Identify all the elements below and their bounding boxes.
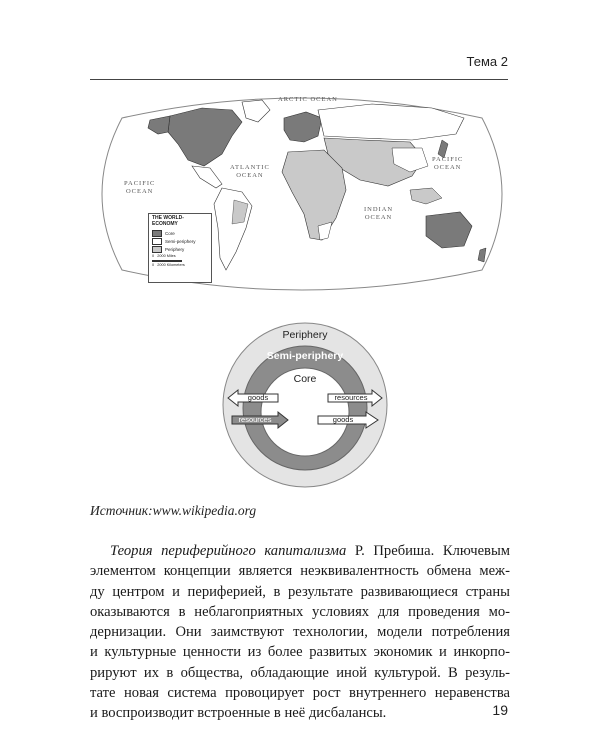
body-line-5: дернизации. Они заимствуют технологии, модели потребления: [90, 624, 510, 641]
body-paragraph: [90, 541, 510, 724]
label-goods-right: goods: [332, 415, 354, 424]
body-line-1-rest: Р. Пребиша. Ключевым: [346, 543, 510, 559]
legend-swatch-semi: [152, 238, 162, 245]
scale-zero-km: 0: [152, 262, 155, 267]
body-line-6: и культурные ценности из более развитых экономик и инкорпо-: [90, 644, 510, 661]
body-line-7: рируют их в общества, обладающие иной культурой. В резуль-: [90, 664, 510, 681]
ocean-label-indian: INDIAN OCEAN: [364, 206, 394, 221]
body-line-8: тате новая система провоцирует рост внутреннего неравенства: [90, 685, 510, 702]
page-number: 19: [492, 702, 508, 718]
ocean-label-pacific-east: PACIFIC OCEAN: [432, 156, 464, 171]
legend-label-core: Core: [165, 230, 175, 236]
label-resources-right: resources: [334, 393, 368, 402]
scale-bar: [152, 260, 182, 262]
core-periphery-diagram: [200, 320, 410, 490]
ocean-label-atlantic: ATLANTIC OCEAN: [230, 164, 270, 179]
legend-item-core: [152, 229, 208, 237]
legend-title: THE WORLD-ECONOMY: [152, 215, 184, 227]
label-resources-left: resources: [238, 415, 272, 424]
legend-item-semi: [152, 237, 208, 245]
body-line-3: ду центром и периферией, в результате развивающиеся страны: [90, 583, 510, 600]
legend-swatch-core: [152, 230, 162, 237]
scale-miles: 2000 Miles: [157, 254, 176, 258]
legend-item-periphery: [152, 245, 208, 253]
figure-caption: Источник:www.wikipedia.org: [90, 503, 257, 518]
body-line-9: и воспроизводит встроенные в неё дисбалансы.: [90, 705, 387, 722]
label-core: Core: [293, 373, 317, 385]
scale-km: 2000 Kilometers: [157, 262, 185, 267]
legend-label-periphery: Periphery: [165, 246, 185, 252]
legend-label-semi: Semi-periphery: [165, 238, 196, 244]
legend-scale: [152, 254, 208, 268]
legend-swatch-periphery: [152, 246, 162, 253]
ocean-label-arctic: ARCTIC OCEAN: [278, 96, 338, 103]
map-legend: [148, 213, 212, 283]
scale-zero-miles: 0: [152, 254, 155, 258]
header-rule: [90, 79, 508, 80]
body-line-1: [90, 541, 510, 561]
label-periphery: Periphery: [282, 329, 328, 341]
label-semi-periphery: Semi-periphery: [266, 350, 344, 362]
label-goods-left: goods: [247, 393, 269, 402]
body-emphasis: Теория периферийного капитализма: [110, 543, 347, 559]
ocean-label-pacific-west: PACIFIC OCEAN: [124, 180, 156, 195]
body-line-4: оказываются в неблагоприятных условиях для проведения мо-: [90, 603, 510, 620]
section-header: Тема 2: [466, 54, 508, 69]
body-line-2: элементом концепции является неэквивалентность обмена меж-: [90, 563, 510, 580]
diagram-graphic: [200, 320, 410, 490]
